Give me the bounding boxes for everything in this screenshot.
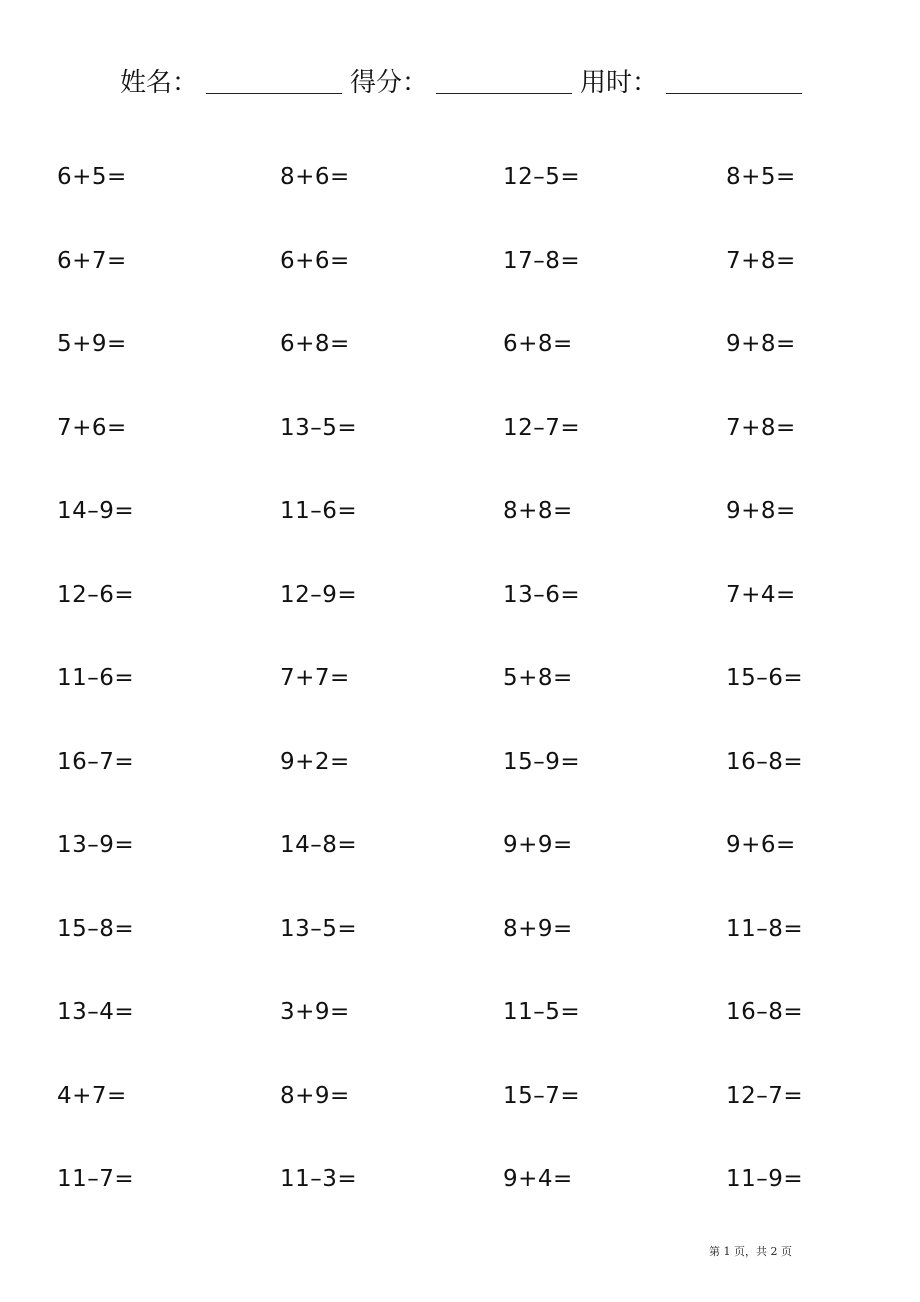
worksheet-header <box>120 58 810 98</box>
math-problem: 8+5= <box>726 164 796 190</box>
math-problem: 13–9= <box>57 832 135 858</box>
math-problem: 13–4= <box>57 999 135 1025</box>
math-problem: 17–8= <box>503 247 581 274</box>
math-problem: 9+8= <box>726 498 796 524</box>
math-problem: 9+4= <box>503 1166 573 1192</box>
math-problem: 14–8= <box>280 832 358 858</box>
math-problem: 9+6= <box>726 832 796 858</box>
math-problem: 9+2= <box>280 748 350 775</box>
math-problem: 7+8= <box>726 247 796 274</box>
math-problem: 15–8= <box>57 915 135 942</box>
score-label: 得分： <box>350 68 429 98</box>
math-problem: 11–7= <box>57 1166 135 1192</box>
math-problem: 15–7= <box>503 1082 581 1109</box>
math-problem: 15–9= <box>503 748 581 775</box>
math-problem: 6+6= <box>280 247 350 274</box>
math-problem: 16–7= <box>57 748 135 775</box>
math-problem: 9+9= <box>503 832 573 858</box>
math-problem: 6+5= <box>57 164 127 190</box>
math-problem: 11–6= <box>280 498 358 524</box>
math-problem: 11–6= <box>57 665 135 691</box>
math-problem: 8+9= <box>280 1082 350 1109</box>
math-problem: 11–5= <box>503 999 581 1025</box>
math-problem: 14–9= <box>57 498 135 524</box>
math-problem: 8+9= <box>503 915 573 942</box>
math-problem: 15–6= <box>726 665 804 691</box>
problem-grid <box>57 160 877 1246</box>
math-problem: 13–6= <box>503 581 581 608</box>
math-problem: 8+8= <box>503 498 573 524</box>
math-problem: 3+9= <box>280 999 350 1025</box>
score-blank-line <box>436 92 572 94</box>
math-problem: 5+9= <box>57 331 127 357</box>
name-blank-line <box>206 92 342 94</box>
math-problem: 6+8= <box>503 331 573 357</box>
math-problem: 6+8= <box>280 331 350 357</box>
name-label: 姓名： <box>120 68 199 98</box>
math-problem: 12–5= <box>503 164 581 190</box>
math-problem: 11–8= <box>726 915 804 942</box>
math-problem: 7+8= <box>726 414 796 441</box>
time-blank-line <box>666 92 802 94</box>
math-problem: 16–8= <box>726 748 804 775</box>
math-problem: 8+6= <box>280 164 350 190</box>
math-problem: 13–5= <box>280 414 358 441</box>
math-problem: 7+6= <box>57 414 127 441</box>
math-problem: 4+7= <box>57 1082 127 1109</box>
math-problem: 16–8= <box>726 999 804 1025</box>
math-problem: 9+8= <box>726 331 796 357</box>
math-problem: 7+4= <box>726 581 796 608</box>
math-problem: 6+7= <box>57 247 127 274</box>
math-problem: 12–9= <box>280 581 358 608</box>
math-problem: 7+7= <box>280 665 350 691</box>
page-number: 第 1 页，共 2 页 <box>709 1245 792 1258</box>
math-problem: 11–3= <box>280 1166 358 1192</box>
math-problem: 12–6= <box>57 581 135 608</box>
math-problem: 13–5= <box>280 915 358 942</box>
math-problem: 12–7= <box>503 414 581 441</box>
math-problem: 11–9= <box>726 1166 804 1192</box>
math-problem: 12–7= <box>726 1082 804 1109</box>
math-problem: 5+8= <box>503 665 573 691</box>
time-label: 用时： <box>580 68 659 98</box>
